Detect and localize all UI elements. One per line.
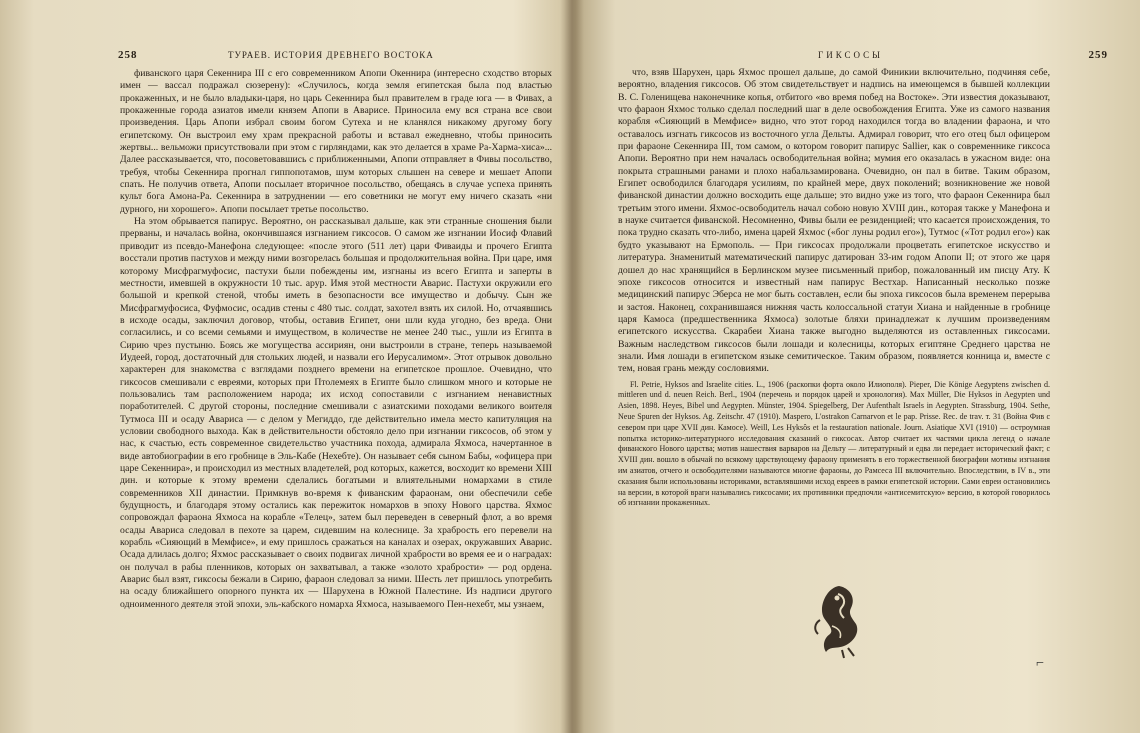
paragraph: фиванского царя Секеннира III с его современником Апопи Океннира (интересно сходство вторых имен — вассал подражал сюзерену): «Случилось, когда земля египетская была под властью прокаженных, и не было владыки-царя, но царь Секеннира был правителем в граде юга — в Фивах, а прокаженные города азиатов имели князем Апопи в Аварисе. Приносила ему вся страна все свои произведения. Царь Апопи избрал своим богом Сутеха и не кланялся никакому другому богу египетскому. Он выстроил ему храм прекрасной работы и вставал ежедневно, чтобы приносить жертвы... вельможи присутствовали при этом с гирляндами, как это делается в храме Ра-Харма-хиса»... Далее рассказывается, что, посоветовавшись с приближенными, Апопи отправляет в Фивы посольство, требуя, чтобы Секеннира прогнал гиппопотамов, шум которых слышен на севере и мешает Апопи спать. Не получив ответа, Апопи посылает вторичное посольство, обещаясь в случае успеха принять культ бога Амона-Ра. Секеннира в затруднении — его советники не могут ему ничего сказать «ни дурного, ни хорошего». Апопи посылает третье посольство. bbox=[120, 68, 552, 215]
page-number-left: 258 bbox=[118, 49, 138, 61]
page-number-right: 259 bbox=[1088, 49, 1108, 61]
book-spine bbox=[560, 0, 584, 733]
ornament-emblem-icon bbox=[804, 580, 874, 660]
left-page-header bbox=[28, 50, 558, 64]
left-page-body bbox=[120, 68, 552, 611]
running-head-right: ГИКСОСЫ bbox=[818, 50, 883, 60]
right-page-header bbox=[588, 50, 1128, 64]
right-page bbox=[588, 0, 1128, 733]
running-head-left: ТУРАЕВ. ИСТОРИЯ ДРЕВНЕГО ВОСТОКА bbox=[228, 50, 434, 60]
pencil-mark-icon: ⌐ bbox=[1036, 656, 1044, 671]
right-page-body bbox=[618, 67, 1050, 509]
paragraph: что, взяв Шарухен, царь Яхмос прошел дальше, до самой Финикии включительно, подчиняя себе, вероятно, владения гиксосов. Об этом свидетельствует и надпись на имеющемся в бывшей коллекции В. С. Голенищева наконечнике копья, отбитого «во время побед на Востоке». Эти известия доказывают, что фараон Яхмос только сделал последний шаг в деле освобождения Египта. Уже из самого названия корабля «Сияющий в Мемфисе» видно, что этот город находился тогда во владении фараона, и что оставалось изгнать гиксосов из восточного угла Дельты. Адмирал говорит, что его отец был офицером при фараоне Секеннира III, том самом, о котором говорит папирус Sallier, как о современнике гиксоса Апопи. Вероятно при нем началась освободительная война; мумия его оказалась в ужасном виде: она покрыта страшными ранами и плохо набальзамирована. Очевидно, он пал в битве. Таким образом, Египет освободился благодаря усилиям, по крайней мере, двух поколений; возникновение же новой фиванской династии должно восходить еще дальше; это видно уже из того, что фараон Секеннира был третьим этого имени. Яхмос-освободитель начал собою новую XVIII дин., которая также у Манефона и в науке считается фиванской. Несомненно, Фивы были ее резиденцией; что касается происхождения, то пока трудно сказать что-либо, имена царей Яхмос («бог луны родил его»), Тутмос («Тот родил его») как будто указывают на Ермополь. — При гиксосах продолжали процветать египетское искусство и литература. Знаменитый математический папирус датирован 33-им годом Апопи II; от этого же царя дошел до нас хранящийся в Берлинском музее письменный прибор, пожалованный им писцу Ату. К эпохе гиксосов относится и известный нам папирус Вестхар. Написанный несколько позже медицинский папирус Эберса не мог быть составлен, если бы эпоха гиксосов была временем перерыва и застоя. Наконец, сохранившаяся нижняя часть колоссальной статуи Хиана и найденные в гробнице царя Камоса (предшественника Яхмоса) золотые бляхи принадлежат к лучшим произведениям египетского искусства. Скарабеи Хиана также выгодно выделяются из оставленных гиксосами. Важным наследством гиксосов были лошади и колесницы, которых египтяне Среднего царства не знали. Имя лошади в египетском языке семитическое. Таким образом, появляется конница и, вместе с тем, новая грань между сословиями. bbox=[618, 67, 1050, 375]
bibliography-text: Fl. Petrie, Hyksos and Israelite cities. L., 1906 (раскопки форта около Илиополя). Pieper, Die Könige Aegyptens zwischen d. mittleren und d. neuen Reich. Berl., 1904 (перечень и порядок царей и хронология). Max Müller, Die Hyksos in Aegypten und Asien, 1898. Heyes, Bibel und Aegypten. Münster, 1904. Spiegelberg, Der Aufenthalt Israels in Aegypten. Strassburg, 1904. Sethe, Neue Spuren der Hyksos. Ag. Zeitschr. 47 (1910). Maspero, L'ostrakon Carnarvon et le pap. Prisse. Rec. de trav. т. 31 (Война Фив с севером при царе XVII дин. Камосе). Weill, Les Hyksôs et la restauration nationale. Journ. Asiatique XVI (1910) — остроумная попытка историко-литературного исследования сказаний о гиксосах. Автор считает их частями цикла легенд о начале фиванского Нового царства; мотив нашествия варваров на Дельту — литературный и едва ли передает исторический факт; с XVIII дин. вошло в обычай по всякому царствующему фараону применять в его торжественной биографии мотивы изгнания им азиатов, отчего и освободителями называются многие фараоны, до Рамсеса III включительно. Впоследствии, в IV в., эти сказания были использованы историками, вставлявшими исход евреев в рамки египетской истории. Сами евреи остановились на версии, в которой враги назывались гиксосами; их противники предпочли «антисемитскую» версию, в которой говорилось об изгнании прокаженных. bbox=[618, 379, 1050, 508]
paragraph: На этом обрывается папирус. Вероятно, он рассказывал дальше, как эти странные сношения были прерваны, и началась война, окончившаяся изгнанием гиксосов. О самом же изгнании Иосиф Флавий приводит из псевдо-Манефона следующее: «после этого (511 лет) цари Фиваиды и прочего Египта восстали против пастухов и между ними возгорелась большая и продолжительная война. При царе, имя которому Мисфрагмуфосис, пастухи были побеждены им, изгнаны из всего Египта и заперты в местности, имевшей в окружности 10 тыс. арур. Имя этой местности Аварис. Пастухи окружили его большой и крепкой стеной, чтобы иметь в безопасности все имущество и добычу. Сын же Мисфрагмуфосиса, Фуфмосис, осадив стены с 480 тыс. солдат, захотел взять их силой. Но, отчаявшись в исходе осады, заключил договор, чтобы, оставив Египет, они шли куда угодно, без вреда. Они согласились, и со всеми семьями и имуществом, в количестве не менее 240 тыс., ушли из Египта в Сирию чрез пустыню. Боясь же могущества ассириян, они выстроили в стране, теперь называемой Иудеей, город, достаточный для стольких людей, и назвали его Иерусалимом». Этот отрывок довольно характерен для знакомства с взглядами позднего времени на египетское прошлое. Очевидно, что гиксосов смешивали с евреями, которых при Птолемеях в Египте было слишком много и которые не пользовались там расположением народа; их исход сопоставили с изгнанием ненавистных поработителей. С другой стороны, последние смешивали с азиатскими походами великого воителя Тутмоса III и осаду Авариса — с делом у Мегиддо, где действительно имела место капитуляция на условии свободного выхода. Как в действительности обстояло дело при изгнании гиксосов, об этом у нас, к счастью, есть современное свидетельство участника похода, адмирала Яхмоса, начертанное в виде автобиографии в его гробнице в Эль-Кабе (Нехебте). Он называет себя сыном Бабы, «офицера при царе Секеннира», и происходил из местных владетелей, род которых, кажется, восходит ко времени XIII дин. и которые к этому времени сделались богатыми и влиятельными номархами в стиле современников XII династии. Примкнув во-время к фиванским фараонам, они обеспечили себе будущность, и благодаря этому остались как пережиток номархов в эпоху Нового царства. Яхмос сопровождал фараона Яхмоса на корабле «Телец», затем был переведен в северный флот, а во время осады Авариса следовал в пехоте за царем, сидевшим на колеснице. За храбрость его перевели на корабль «Сияющий в Мемфисе», и ему пришлось сражаться на каналах и озерах, окружавших Аварис. Осада длилась долго; Яхмос рассказывает о своих подвигах личной храбрости во время ее и о наградах: он получал в рабы пленников, которых он захватывал, а также «золото храбрости» — род ордена. Аварис был взят, гиксосы бежали в Сирию, фараон следовал за ними. Шесть лет пришлось употребить на осаду ближайшего опорного пункта их — Шарухена в Южной Палестине. Из надписи другого одноименного деятеля этой эпохи, эль-кабского номарха Яхмоса, называемого Пен-нехебт, мы узнаем, bbox=[120, 216, 552, 610]
bibliography bbox=[618, 380, 1050, 510]
left-page bbox=[28, 0, 558, 733]
